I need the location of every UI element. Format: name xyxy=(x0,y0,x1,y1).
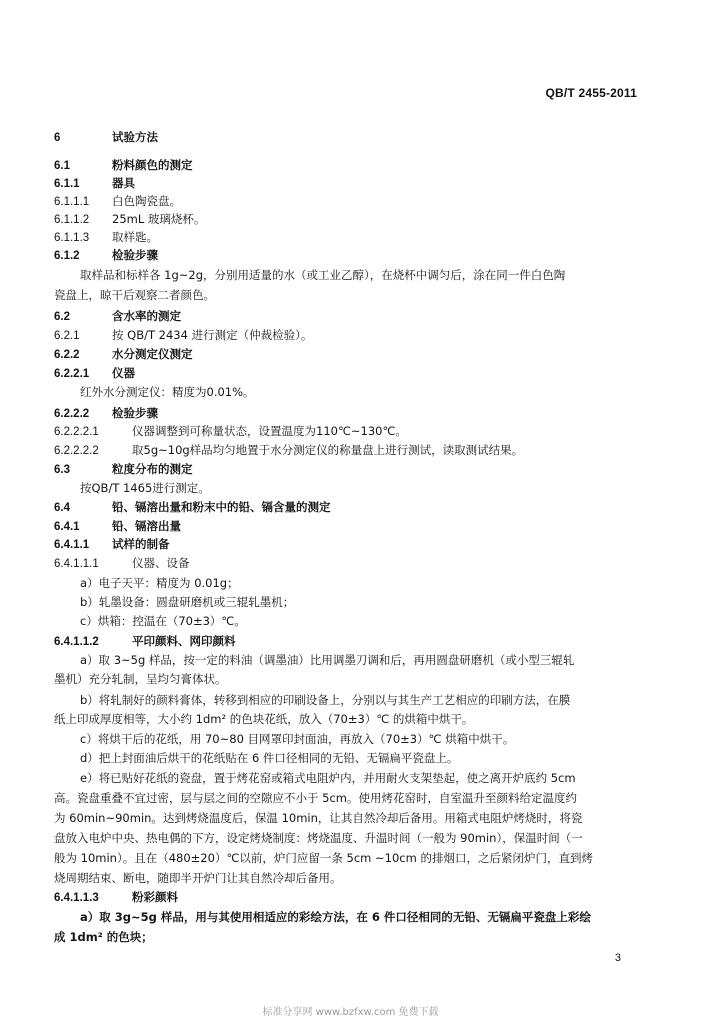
text-line xyxy=(54,712,473,726)
clause-number: 6.4.1.1.2 xyxy=(54,636,99,648)
text-line xyxy=(80,614,246,628)
clause-number: 6.3 xyxy=(54,464,70,476)
clause-text: 墨机）充分轧制，呈均匀膏体状。 xyxy=(54,672,227,686)
text-line xyxy=(54,890,178,905)
clause-text: 粉彩颜料 xyxy=(132,890,178,904)
clause-text: a）取 3~5g 样品，按一定的料油（调墨油）比用调墨刀调和后，再用圆盘研磨机（或小型三辊轧 xyxy=(80,653,575,667)
text-line xyxy=(54,230,158,245)
text-line xyxy=(54,366,135,381)
clause-text: 取样品和标样各 1g~2g，分别用适量的水（或工业乙醇），在烧杯中调匀后，涂在同一件白色陶 xyxy=(80,268,566,282)
clause-number: 6 xyxy=(54,132,61,144)
clause-number: 6.4.1.1 xyxy=(54,539,90,551)
clause-text: 试验方法 xyxy=(112,130,158,144)
text-line xyxy=(80,653,574,667)
clause-text: 红外水分测定仪：精度为0.01%。 xyxy=(80,385,255,399)
text-line xyxy=(54,831,583,845)
text-line xyxy=(54,424,407,439)
text-line xyxy=(54,158,193,173)
clause-number: 6.2.2 xyxy=(54,349,80,361)
clause-text: 铅、镉溶出量 xyxy=(112,519,181,533)
clause-text: 取5g~10g样品均匀地置于水分测定仪的称量盘上进行测试，读取测试结果。 xyxy=(132,443,524,457)
text-line xyxy=(54,871,342,885)
text-line xyxy=(54,556,190,571)
clause-text: 白色陶瓷盘。 xyxy=(112,194,181,208)
text-line xyxy=(54,406,158,421)
text-line xyxy=(80,910,591,924)
clause-text: 检验步骤 xyxy=(112,248,158,262)
clause-number: 6.2 xyxy=(54,311,70,323)
clause-number: 6.1.1 xyxy=(54,178,80,190)
clause-text: a）取 3g~5g 样品，用与其使用相适应的彩绘方法，在 6 件口径相同的无铅、无镉扁平瓷盘上彩绘 xyxy=(80,910,591,924)
text-line xyxy=(80,268,565,282)
clause-text: 水分测定仪测定 xyxy=(112,347,193,361)
clause-number: 6.1.1.1 xyxy=(54,196,90,208)
clause-number: 6.2.2.2 xyxy=(54,408,90,420)
text-line xyxy=(54,347,193,362)
clause-text: 按 QB/T 2434 进行测定（仲裁检验）。 xyxy=(112,328,313,342)
text-line xyxy=(54,328,312,343)
text-line xyxy=(54,930,153,944)
clause-text: 粉料颜色的测定 xyxy=(112,158,193,172)
text-line xyxy=(54,537,170,552)
clause-number: 6.1.2 xyxy=(54,250,80,262)
clause-text: 烧周期结束、断电，随即半开炉门让其自然冷却后备用。 xyxy=(54,871,342,885)
clause-text: 瓷盘上，晾干后观察二者颜色。 xyxy=(54,288,215,302)
text-line xyxy=(80,751,458,765)
clause-text: 取样匙。 xyxy=(112,230,158,244)
text-line xyxy=(54,309,181,324)
clause-text: 成 1dm² 的色块； xyxy=(54,930,153,944)
text-line xyxy=(54,176,135,191)
clause-text: 盘放入电炉中央、热电偶的下方，设定烤烧制度：烤烧温度、升温时间（一般为 90min），保温时间（一 xyxy=(54,831,583,845)
text-line xyxy=(54,443,523,458)
clause-number: 6.2.2.2.2 xyxy=(54,445,99,457)
text-line xyxy=(80,693,570,707)
clause-text: 仪器 xyxy=(112,366,135,380)
text-line xyxy=(80,771,576,785)
page-number: 3 xyxy=(614,952,621,964)
text-line xyxy=(80,576,239,590)
clause-number: 6.2.1 xyxy=(54,330,80,342)
text-line xyxy=(54,672,227,686)
text-line xyxy=(54,194,181,209)
text-line xyxy=(54,811,582,825)
clause-text: c）将烘干后的花纸，用 70~80 目网罩印封面油，再放入（70±3）℃ 烘箱中烘干。 xyxy=(80,732,515,746)
clause-number: 6.1 xyxy=(54,160,70,172)
clause-text: 铅、镉溶出量和粉末中的铅、镉含量的测定 xyxy=(112,500,331,514)
text-line xyxy=(54,248,158,263)
clause-text: c）烘箱：控温在（70±3）℃。 xyxy=(80,614,246,628)
clause-text: 仪器调整到可称量状态，设置温度为110℃~130℃。 xyxy=(132,424,407,438)
text-line xyxy=(54,500,331,515)
text-line xyxy=(54,212,205,227)
clause-text: 粒度分布的测定 xyxy=(112,462,193,476)
clause-number: 6.4 xyxy=(54,502,70,514)
text-line xyxy=(54,519,181,534)
clause-text: 般为 10min）。且在（480±20）℃以前，炉门应留一条 5cm ~10cm 的排烟口，之后紧闭炉门，直到烤 xyxy=(54,851,593,865)
clause-text: 按QB/T 1465进行测定。 xyxy=(80,481,210,495)
clause-text: b）轧墨设备：圆盘研磨机或三辊轧墨机； xyxy=(80,595,295,609)
clause-text: 为 60min~90min。达到烤烧温度后，保温 10min，让其自然冷却后备用。用箱式电阻炉烤烧时，将瓷 xyxy=(54,811,583,825)
text-line xyxy=(54,634,236,649)
clause-text: e）将已贴好花纸的瓷盘，置于烤花窑或箱式电阻炉内，并用耐火支架垫起，使之离开炉底约 5cm xyxy=(80,771,576,785)
standard-code: QB/T 2455-2011 xyxy=(545,86,637,100)
clause-text: 器具 xyxy=(112,176,135,190)
text-line xyxy=(54,462,193,477)
clause-number: 6.2.2.2.1 xyxy=(54,426,99,438)
clause-text: 仪器、设备 xyxy=(132,556,190,570)
clause-number: 6.4.1 xyxy=(54,521,80,533)
text-line xyxy=(54,130,158,145)
clause-text: 含水率的测定 xyxy=(112,309,181,323)
clause-number: 6.4.1.1.3 xyxy=(54,892,99,904)
clause-text: 纸上印成厚度相等，大小约 1dm² 的色块花纸，放入（70±3）℃ 的烘箱中烘干。 xyxy=(54,712,474,726)
clause-text: 25mL 玻璃烧杯。 xyxy=(112,212,206,226)
text-line xyxy=(80,481,210,495)
clause-text: d）把上封面油后烘干的花纸贴在 6 件口径相同的无铅、无镉扁平瓷盘上。 xyxy=(80,751,459,765)
clause-text: 检验步骤 xyxy=(112,406,158,420)
text-line xyxy=(80,385,255,399)
text-line xyxy=(54,791,577,805)
clause-text: 平印颜料、网印颜料 xyxy=(132,634,236,648)
footer-watermark: 标准分享网 www.bzfxw.com 免费下载 xyxy=(262,1007,439,1018)
clause-text: b）将轧制好的颜料膏体，转移到相应的印刷设备上，分别以与其生产工艺相应的印刷方法，在膜 xyxy=(80,693,571,707)
clause-number: 6.1.1.3 xyxy=(54,232,90,244)
clause-number: 6.4.1.1.1 xyxy=(54,558,99,570)
clause-text: 高。瓷盘重叠不宜过密，层与层之间的空隙应不小于 5cm。使用烤花窑时，自室温升至颜料给定温度约 xyxy=(54,791,577,805)
text-line xyxy=(54,851,593,865)
text-line xyxy=(80,732,514,746)
clause-text: a）电子天平：精度为 0.01g； xyxy=(80,576,239,590)
clause-text: 试样的制备 xyxy=(112,537,170,551)
text-line xyxy=(54,288,215,302)
text-line xyxy=(80,595,294,609)
clause-number: 6.2.2.1 xyxy=(54,368,90,380)
clause-number: 6.1.1.2 xyxy=(54,214,90,226)
